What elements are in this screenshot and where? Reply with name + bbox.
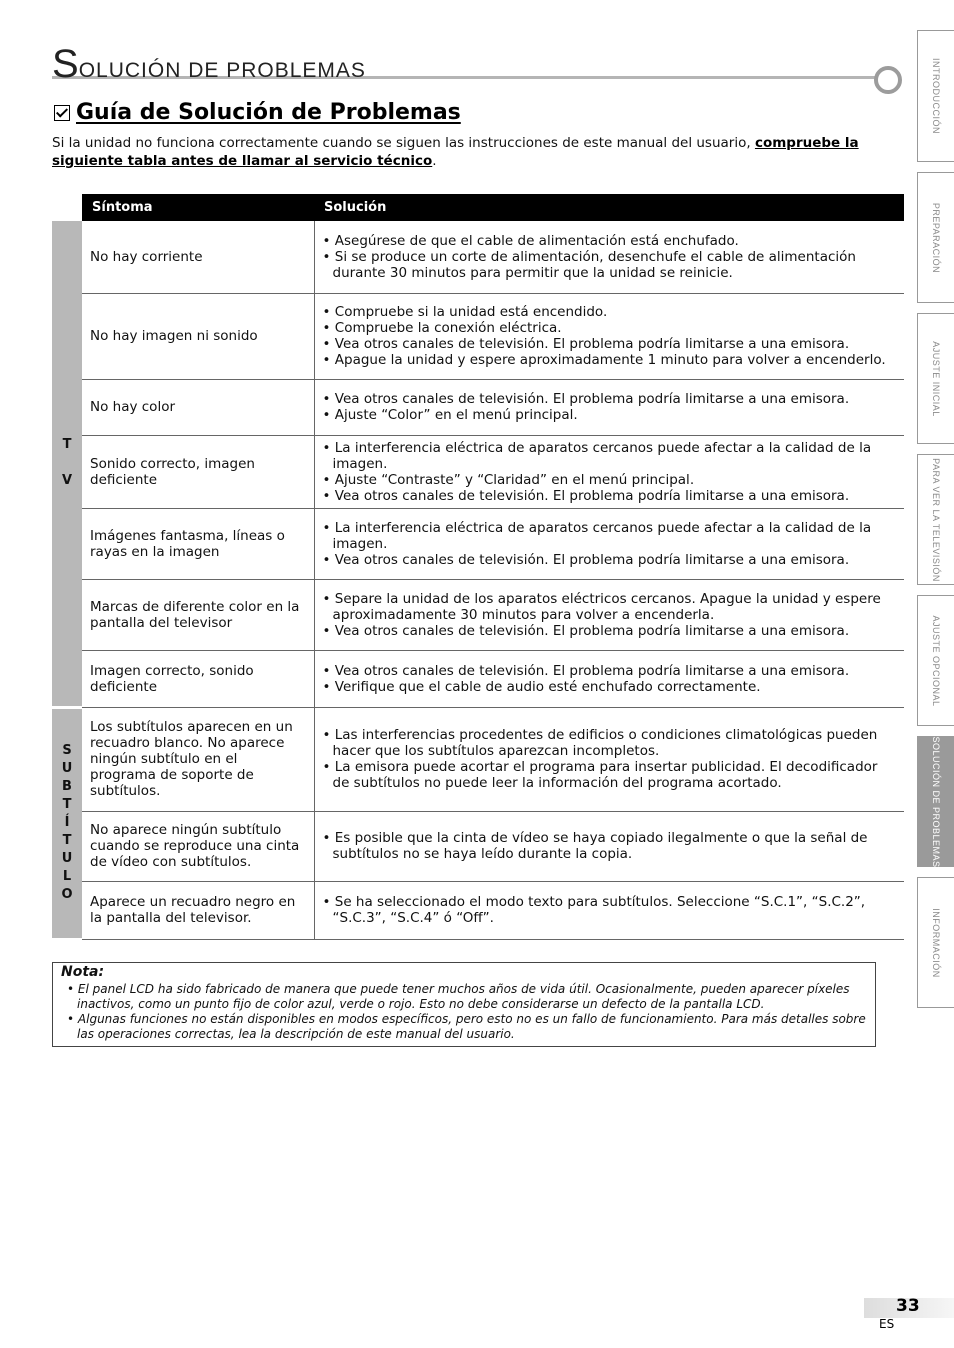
solution-cell [314,579,904,650]
solution-item: • Vea otros canales de televisión. El problema podría limitarse a una emisora. [323,336,897,352]
table-row [52,435,904,508]
checkbox-icon [54,105,70,121]
solution-item: • Compruebe si la unidad está encendido. [323,304,897,320]
side-tab-label: AJUSTE INICIAL [931,340,941,417]
table-row [52,579,904,650]
side-tab-para-ver-la-television[interactable] [917,454,954,585]
side-tab-introduccion[interactable] [917,30,954,162]
solution-item: • Vea otros canales de televisión. El problema podría limitarse a una emisora. [323,552,897,568]
solution-list [323,727,897,791]
table-header-row [52,194,904,221]
table-header-blank [52,194,82,221]
symptom-cell: Aparece un recuadro negro en la pantalla del televisor. [82,881,314,939]
side-tab-ajuste-opcional[interactable] [917,595,954,726]
table-row [52,293,904,379]
solution-item: • Se ha seleccionado el modo texto para subtítulos. Seleccione “S.C.1”, “S.C.2”, “S.C.3”, “S.C.4” ó “Off”. [323,894,897,926]
solution-item: • La interferencia eléctrica de aparatos cercanos puede afectar a la calidad de la imagen. [323,520,897,552]
section-title [54,100,461,125]
intro-bold: compruebe la siguiente tabla antes de llamar al servicio técnico [52,135,859,169]
side-nav [917,30,954,1018]
table-row [52,811,904,881]
category-label: SUBTÍTULO [61,743,73,902]
note-title: Nota: [61,964,105,980]
side-tab-informacion[interactable] [917,877,954,1008]
solution-item: • Asegúrese de que el cable de alimentación está enchufado. [323,233,897,249]
solution-cell [314,293,904,379]
solution-cell [314,435,904,508]
table-row [52,650,904,707]
solution-item: • Ajuste “Color” en el menú principal. [323,407,897,423]
solution-item: • Vea otros canales de televisión. El problema podría limitarse a una emisora. [323,663,897,679]
solution-item: • Apague la unidad y espere aproximadamente 1 minuto para volver a encenderlo. [323,352,897,368]
symptom-cell: Los subtítulos aparecen en un recuadro blanco. No aparece ningún subtítulo en el programa de soporte de subtítulos. [82,707,314,811]
page-language: ES [879,1317,895,1331]
solution-cell [314,508,904,579]
solution-cell [314,650,904,707]
solution-item: • Las interferencias procedentes de edificios o condiciones climatológicas pueden hacer que los subtítulos aparezcan incompletos. [323,727,897,759]
category-label: TV [61,437,73,489]
solution-item: • Vea otros canales de televisión. El problema podría limitarse a una emisora. [323,623,897,639]
solution-item: • Es posible que la cinta de vídeo se haya copiado ilegalmente o que la señal de subtítulos no se haya leído durante la copia. [323,830,897,862]
intro-end: . [432,153,437,169]
solution-list [323,440,897,504]
chapter-title-initial: S [52,42,79,86]
side-tab-label: PREPARACIÓN [931,202,941,273]
note-list [61,982,867,1042]
header-circle-icon [874,66,902,94]
intro-text: Si la unidad no funciona correctamente cuando se siguen las instrucciones de este manual del usuario, [52,135,755,151]
solution-item: • Verifique que el cable de audio esté enchufado correctamente. [323,679,897,695]
side-tab-solucion-de-problemas[interactable] [917,736,954,867]
note-box [52,962,876,1047]
table-row [52,881,904,939]
table-row [52,379,904,435]
chapter-title [52,44,366,84]
side-tab-label: INFORMACIÓN [931,907,941,978]
side-tab-label: AJUSTE OPCIONAL [931,614,941,707]
chapter-title-rest: OLUCIÓN DE PROBLEMAS [78,59,366,82]
category-cell [52,221,82,707]
solution-item: • Ajuste “Contraste” y “Claridad” en el menú principal. [323,472,897,488]
solution-item: • Separe la unidad de los aparatos eléctricos cercanos. Apague la unidad y espere aproximadamente 30 minutos para volver a encenderla. [323,591,897,623]
side-tab-preparacion[interactable] [917,172,954,303]
troubleshooting-table [52,194,904,941]
solution-cell [314,221,904,293]
solution-item: • La emisora puede acortar el programa para insertar publicidad. El decodificador de subtítulos no puede leer la información del programa acortado. [323,759,897,791]
solution-cell [314,707,904,811]
table-row [52,707,904,811]
symptom-cell: No aparece ningún subtítulo cuando se reproduce una cinta de vídeo con subtítulos. [82,811,314,881]
side-tab-label: PARA VER LA TELEVISIÓN [931,457,941,582]
intro-paragraph [52,134,872,170]
column-header-symptom: Síntoma [82,194,314,221]
solution-item: • La interferencia eléctrica de aparatos cercanos puede afectar a la calidad de la imagen. [323,440,897,472]
symptom-cell: Sonido correcto, imagen deficiente [82,435,314,508]
solution-item: • Vea otros canales de televisión. El problema podría limitarse a una emisora. [323,391,897,407]
solution-cell [314,811,904,881]
solution-list [323,233,897,281]
solution-list [323,830,897,862]
solution-list [323,520,897,568]
solution-list [323,894,897,926]
solution-list [323,304,897,368]
table-row [52,221,904,293]
symptom-cell: No hay color [82,379,314,435]
solution-item: • Vea otros canales de televisión. El problema podría limitarse a una emisora. [323,488,897,504]
solution-list [323,591,897,639]
column-header-solution: Solución [314,194,904,221]
solution-item: • Si se produce un corte de alimentación, desenchufe el cable de alimentación durante 30 minutos para permitir que la unidad se reinicie. [323,249,897,281]
table-row [52,508,904,579]
chapter-header [52,44,902,94]
symptom-cell: No hay imagen ni sonido [82,293,314,379]
symptom-cell: No hay corriente [82,221,314,293]
solution-list [323,391,897,423]
symptom-cell: Imágenes fantasma, líneas o rayas en la imagen [82,508,314,579]
note-item: • El panel LCD ha sido fabricado de manera que puede tener muchos años de vida útil. Ocasionalmente, pueden aparecer píxeles inactivos, como un punto fijo de color azul, verde o rojo. Esto no debe considerarse un defecto de la pantalla LCD. [61,982,867,1012]
side-tab-label: INTRODUCCIÓN [931,58,941,134]
solution-list [323,663,897,695]
note-item: • Algunas funciones no están disponibles en modos específicos, pero esto no es un fallo de funcionamiento. Para más detalles sobre las operaciones correctas, lea la descripción de este manual del usuario. [61,1012,867,1042]
symptom-cell: Imagen correcto, sonido deficiente [82,650,314,707]
solution-cell [314,379,904,435]
symptom-cell: Marcas de diferente color en la pantalla del televisor [82,579,314,650]
solution-cell [314,881,904,939]
section-title-text: Guía de Solución de Problemas [76,100,461,125]
table-body [52,221,904,939]
category-cell [52,707,82,939]
solution-item: • Compruebe la conexión eléctrica. [323,320,897,336]
page-number: 33 [896,1296,920,1316]
side-tab-ajuste-inicial[interactable] [917,313,954,444]
side-tab-label: SOLUCIÓN DE PROBLEMAS [931,735,941,868]
